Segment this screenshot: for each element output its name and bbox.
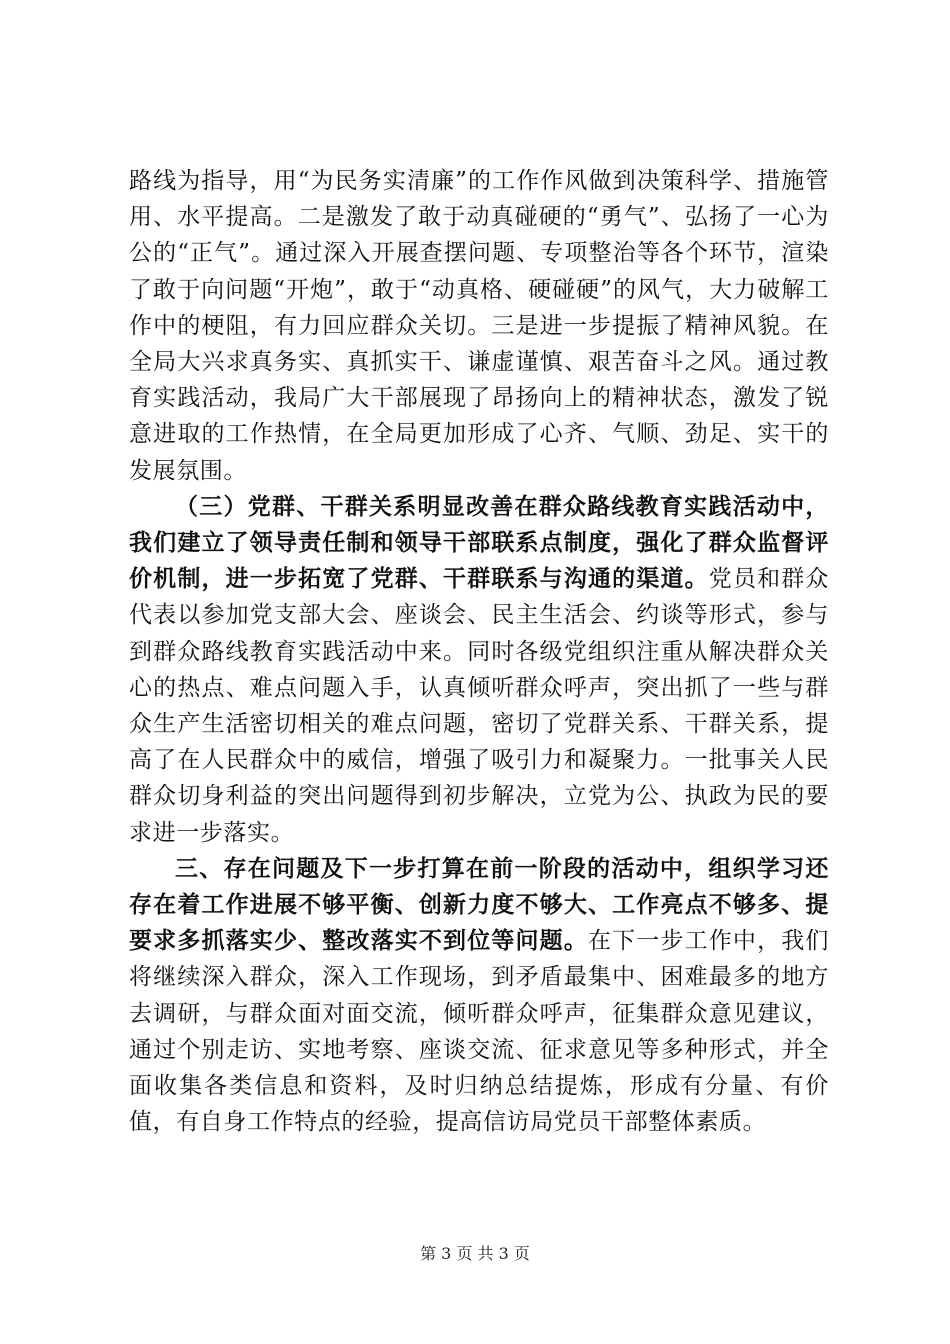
paragraph-2-text: 党员和群众代表以参加党支部大会、座谈会、民主生活会、约谈等形式，参与到群众路线教育实践活动中来。同时各级党组织注重从解决群众关心的热点、难点问题入手，认真倾听群众呼声，突出抓了一些与群众生产生活密切相关的难点问题，密切了党群关系、干群关系，提高了在人民群众中的威信，增强了吸引力和凝聚力。一批事关人民群众切身利益的突出问题得到初步解决，立党为公、执政为民的要求进一步落实。 (129, 566, 830, 846)
paragraph-3 (129, 851, 829, 1141)
paragraph-1-text: 路线为指导，用“为民务实清廉”的工作作风做到决策科学、措施管用、水平提高。二是激发了敢于动真碰硬的“勇气”、弘扬了一心为公的“正气”。通过深入开展查摆问题、专项整治等各个环节，渲染了敢于向问题“开炮”，敢于“动真格、硬碰硬”的风气，大力破解工作中的梗阻，有力回应群众关切。三是进一步提振了精神风貌。在全局大兴求真务实、真抓实干、谦虚谨慎、艰苦奋斗之风。通过教育实践活动，我局广大干部展现了昂扬向上的精神状态，激发了锐意进取的工作热情，在全局更加形成了心齐、气顺、劲足、实干的发展氛围。 (129, 168, 829, 484)
paragraph-3-lead: 三、存在问题及下一步打算在前一阶段的活动中，组织学习还存在着工作进展不够平衡、创新力度不够大、工作亮点不够多、提要求多抓落实少、整改落实不到位等问题。 (129, 854, 829, 955)
paragraph-2 (129, 489, 829, 851)
paragraph-1 (129, 163, 829, 489)
document-body (129, 163, 829, 1140)
paragraph-2-lead: （三）党群、干群关系明显改善在群众路线教育实践活动中，我们建立了领导责任制和领导干部联系点制度，强化了群众监督评价机制，进一步拓宽了党群、干群联系与沟通的渠道。 (129, 492, 829, 593)
paragraph-3-text: 在下一步工作中，我们将继续深入群众，深入工作现场，到矛盾最集中、困难最多的地方去调研，与群众面对面交流，倾听群众呼声，征集群众意见建议，通过个别走访、实地考察、座谈交流、征求意见等多种形式，并全面收集各类信息和资料，及时归纳总结提炼，形成有分量、有价值，有自身工作特点的经验，提高信访局党员干部整体素质。 (129, 928, 829, 1136)
page-number-footer: 第 3 页 共 3 页 (420, 1244, 530, 1263)
